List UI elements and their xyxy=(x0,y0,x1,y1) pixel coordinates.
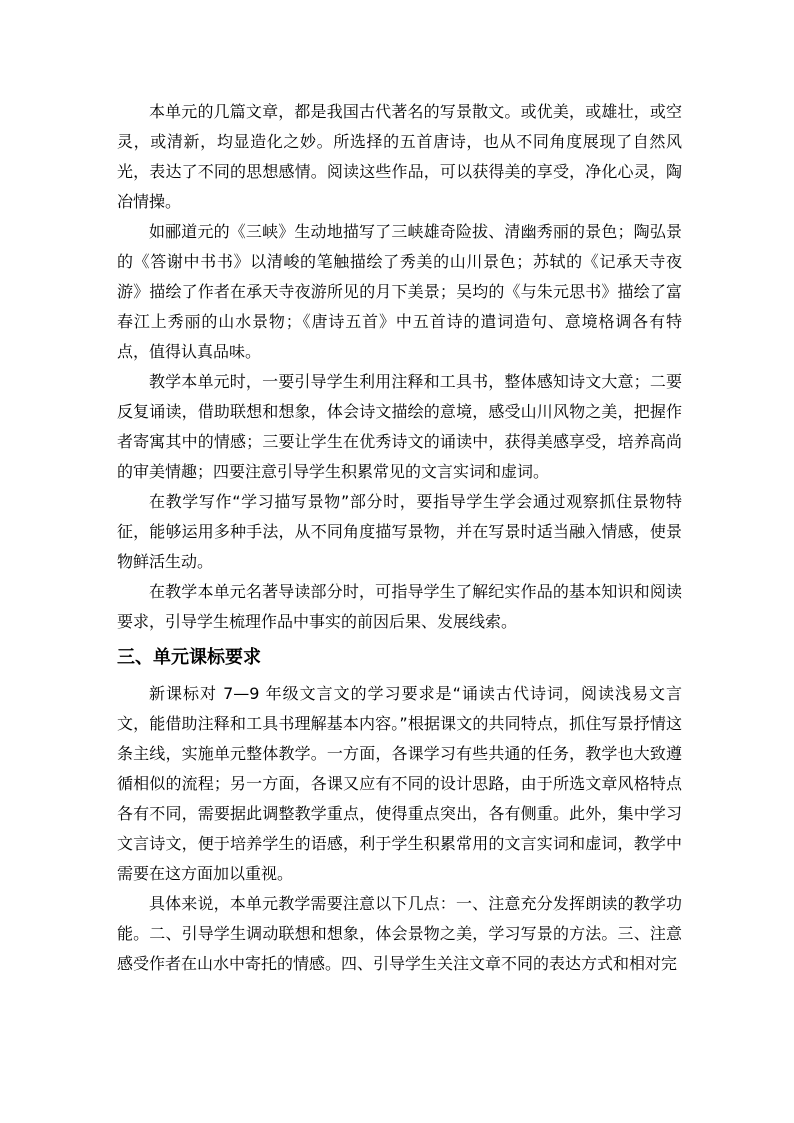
paragraph-texts-summary: 如郦道元的《三峡》生动地描写了三峡雄奇险拔、清幽秀丽的景色；陶弘景的《答谢中书书》以清峻的笔触描绘了秀美的山川景色；苏轼的《记承天寺夜游》描绘了作者在承天寺夜游所见的月下美景；吴均的《与朱元思书》描绘了富春江上秀丽的山水景物；《唐诗五首》中五首诗的遣词造句、意境格调各有特点，值得认真品味。 xyxy=(117,222,682,361)
paragraph-reading-guidance: 在教学本单元名著导读部分时，可指导学生了解纪实作品的基本知识和阅读要求，引导学生梳理作品中事实的前因后果、发展线索。 xyxy=(117,582,682,631)
paragraph-teaching-steps: 教学本单元时，一要引导学生利用注释和工具书，整体感知诗文大意；二要反复诵读，借助联想和想象，体会诗文描绘的意境，感受山川风物之美，把握作者寄寓其中的情感；三要让学生在优秀诗文的诵读中，获得美感享受，培养高尚的审美情趣；四要注意引导学生积累常见的文言实词和虚词。 xyxy=(117,372,682,481)
paragraph-unit-overview: 本单元的几篇文章，都是我国古代著名的写景散文。或优美，或雄壮，或空灵，或清新，均显造化之妙。所选择的五首唐诗，也从不同角度展现了自然风光，表达了不同的思想感情。阅读这些作品，可以获得美的享受，净化心灵，陶冶情操。 xyxy=(117,102,682,211)
paragraph-teaching-points: 具体来说，本单元教学需要注意以下几点：一、注意充分发挥朗读的教学功能。二、引导学生调动联想和想象，体会景物之美，学习写景的方法。三、注意感受作者在山水中寄托的情感。四、引导学生关注文章不同的表达方式和相对完 xyxy=(117,894,682,973)
section-heading: 三、单元课标要求 xyxy=(117,647,261,668)
paragraph-curriculum-requirements: 新课标对 7—9 年级文言文的学习要求是“诵读古代诗词，阅读浅易文言文，能借助注释和工具书理解基本内容。”根据课文的共同特点，抓住写景抒情这条主线，实施单元整体教学。一方面，各课学习有些共通的任务，教学也大致遵循相似的流程；另一方面，各课又应有不同的设计思路，由于所选文章风格特点各有不同，需要据此调整教学重点，使得重点突出，各有侧重。此外，集中学习文言诗文，便于培养学生的语感，利于学生积累常用的文言实词和虚词，教学中需要在这方面加以重视。 xyxy=(117,684,682,883)
paragraph-writing-guidance: 在教学写作“学习描写景物”部分时，要指导学生学会通过观察抓住景物特征，能够运用多种手法，从不同角度描写景物，并在写景时适当融入情感，使景物鲜活生动。 xyxy=(117,492,682,571)
document-page xyxy=(117,97,682,979)
